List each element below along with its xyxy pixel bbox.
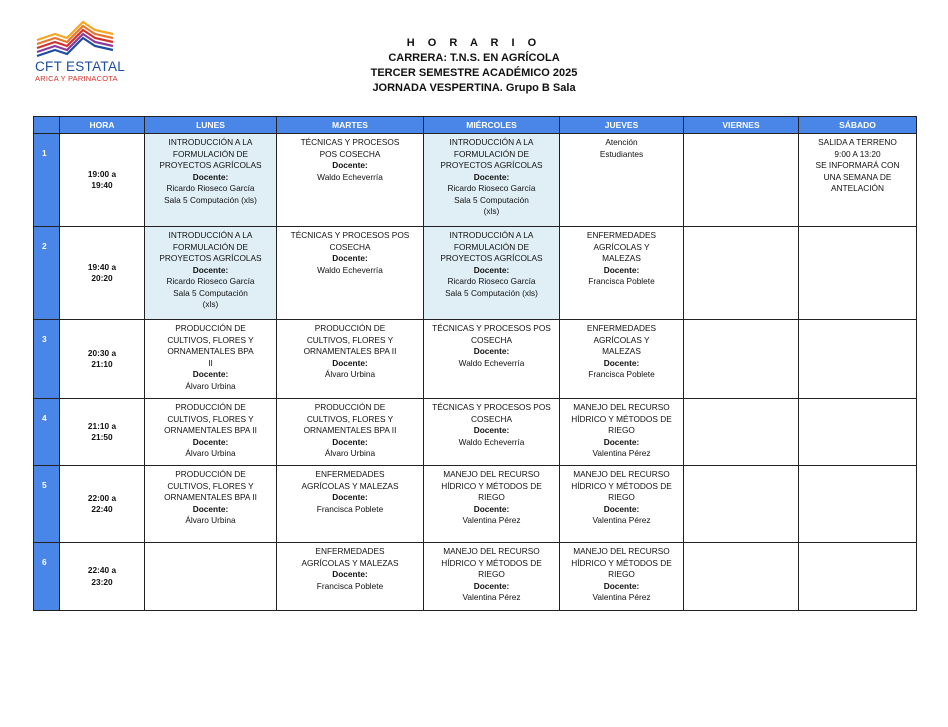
schedule-cell-viernes bbox=[684, 399, 799, 466]
time-line: 23:20 bbox=[91, 576, 113, 587]
docente-label: Docente: bbox=[473, 503, 510, 514]
cell-text-line: HÍDRICO Y MÉTODOS DE bbox=[441, 480, 542, 491]
schedule-cell-sabado bbox=[799, 320, 917, 399]
schedule-cell-sabado bbox=[799, 227, 917, 320]
schedule-cell-viernes bbox=[684, 543, 799, 611]
cell-text-line: PROYECTOS AGRÍCOLAS bbox=[159, 253, 262, 263]
schedule-cell-viernes bbox=[684, 466, 799, 543]
cell-text-line: Ricardo Rioseco García bbox=[447, 276, 536, 286]
table-header-row bbox=[34, 117, 917, 134]
cell-text-line: Sala 5 Computación (xls) bbox=[445, 287, 538, 298]
cell-text-line: HÍDRICO Y MÉTODOS DE bbox=[441, 557, 542, 568]
cell-text-line: Ricardo Rioseco García bbox=[166, 183, 255, 193]
cell-text-line: Atención bbox=[605, 137, 638, 147]
schedule-cell-sabado bbox=[799, 134, 917, 227]
cell-text-line: PROYECTOS AGRÍCOLAS bbox=[440, 253, 543, 263]
schedule-cell-martes bbox=[277, 227, 424, 320]
schedule-cell-jueves bbox=[560, 227, 684, 320]
cell-text-line: CULTIVOS, FLORES Y bbox=[167, 480, 254, 491]
cell-text-line: HÍDRICO Y MÉTODOS DE bbox=[571, 557, 672, 568]
docente-label: Docente: bbox=[603, 264, 640, 275]
cell-text-line: AGRÍCOLAS Y MALEZAS bbox=[301, 557, 399, 568]
cell-text-line: MANEJO DEL RECURSO bbox=[573, 402, 670, 412]
time-line: 21:10 bbox=[91, 359, 113, 369]
cell-text-line: TÉCNICAS Y PROCESOS POS bbox=[432, 323, 551, 333]
cell-text-line: MALEZAS bbox=[602, 253, 641, 263]
schedule-cell-lunes bbox=[145, 466, 277, 543]
cell-text-line: Álvaro Urbina bbox=[185, 380, 236, 391]
schedule-cell-viernes bbox=[684, 320, 799, 399]
time-line: 19:40 a bbox=[87, 261, 117, 272]
cell-text-line: Sala 5 Computación (xls) bbox=[164, 194, 257, 205]
cell-text-line: RIEGO bbox=[608, 425, 635, 435]
schedule-cell-jueves bbox=[560, 466, 684, 543]
cell-text-line: ENFERMEDADES bbox=[315, 546, 385, 556]
cell-text-line: (xls) bbox=[483, 206, 500, 216]
cell-text-line: ORNAMENTALES BPA II bbox=[303, 425, 397, 435]
schedule-cell-jueves bbox=[560, 399, 684, 466]
docente-label: Docente: bbox=[192, 171, 229, 182]
header-title: H O R A R I O bbox=[406, 37, 542, 49]
time-line: 22:40 a bbox=[87, 565, 117, 575]
cell-text-line: Valentina Pérez bbox=[462, 592, 521, 602]
cell-text-line: RIEGO bbox=[608, 569, 635, 579]
cell-text-line: ORNAMENTALES BPA II bbox=[303, 346, 397, 356]
docente-label: Docente: bbox=[473, 346, 510, 356]
cell-text-line: ORNAMENTALES BPA II bbox=[164, 425, 257, 435]
cell-text-line: COSECHA bbox=[329, 241, 371, 252]
row-number: 4 bbox=[34, 399, 60, 466]
cell-text-line: MANEJO DEL RECURSO bbox=[573, 546, 670, 556]
cell-text-line: PRODUCCIÓN DE bbox=[175, 402, 246, 412]
cell-text-line: FORMULACIÓN DE bbox=[453, 241, 530, 252]
docente-label: Docente: bbox=[192, 436, 229, 447]
time-slot bbox=[60, 399, 145, 466]
schedule-table bbox=[33, 116, 917, 611]
column-header bbox=[34, 117, 60, 134]
schedule-cell-miercoles bbox=[424, 543, 560, 611]
cell-text-line: Sala 5 Computación bbox=[173, 287, 248, 298]
cell-text-line: MALEZAS bbox=[602, 346, 641, 356]
table-row bbox=[34, 399, 917, 466]
cell-text-line: COSECHA bbox=[470, 334, 513, 345]
cell-text-line: INTRODUCCIÓN A LA bbox=[168, 230, 253, 240]
cell-text-line: AGRÍCOLAS Y bbox=[593, 334, 650, 345]
schedule-cell-viernes bbox=[684, 227, 799, 320]
cell-text-line: MANEJO DEL RECURSO bbox=[443, 469, 540, 479]
docente-label: Docente: bbox=[473, 425, 510, 435]
docente-label: Docente: bbox=[603, 357, 640, 368]
cell-text-line: ORNAMENTALES BPA bbox=[167, 346, 254, 356]
time-line: 22:00 a bbox=[87, 492, 117, 503]
header-jornada: JORNADA VESPERTINA. Grupo B Sala bbox=[372, 82, 576, 94]
cell-text-line: II bbox=[208, 357, 213, 368]
docente-label: Docente: bbox=[332, 357, 368, 368]
cell-text-line: POS COSECHA bbox=[319, 148, 381, 159]
column-header: VIERNES bbox=[684, 117, 799, 134]
cell-text-line: AGRÍCOLAS Y bbox=[593, 241, 650, 252]
logo-title: CFT ESTATAL bbox=[35, 59, 126, 74]
docente-label: Docente: bbox=[332, 253, 368, 263]
time-line: 21:10 a bbox=[87, 420, 117, 431]
cell-text-line: Álvaro Urbina bbox=[185, 448, 236, 458]
cell-text-line: CULTIVOS, FLORES Y bbox=[306, 334, 394, 345]
docente-label: Docente: bbox=[192, 264, 229, 275]
table-row bbox=[34, 134, 917, 227]
schedule-cell-viernes bbox=[684, 134, 799, 227]
cell-text-line: PROYECTOS AGRÍCOLAS bbox=[159, 160, 262, 170]
docente-label: Docente: bbox=[332, 436, 368, 447]
docente-label: Docente: bbox=[192, 503, 229, 514]
docente-label: Docente: bbox=[603, 580, 640, 591]
cell-text-line: Ricardo Rioseco García bbox=[447, 183, 536, 193]
schedule-cell-lunes bbox=[145, 320, 277, 399]
cell-text-line: MANEJO DEL RECURSO bbox=[573, 469, 670, 479]
cell-text-line: Waldo Echeverría bbox=[317, 264, 383, 275]
docente-label: Docente: bbox=[192, 369, 229, 379]
table-body bbox=[34, 134, 917, 611]
time-line: 21:50 bbox=[91, 432, 113, 442]
schedule-cell-sabado bbox=[799, 399, 917, 466]
docente-label: Docente: bbox=[603, 436, 640, 447]
docente-label: Docente: bbox=[332, 569, 368, 579]
cell-text-line: Álvaro Urbina bbox=[185, 515, 236, 525]
schedule-cell-miercoles bbox=[424, 399, 560, 466]
column-header: MARTES bbox=[277, 117, 424, 134]
column-header: HORA bbox=[60, 117, 145, 134]
cell-text-line: HÍDRICO Y MÉTODOS DE bbox=[571, 413, 672, 424]
time-line: 22:40 bbox=[91, 504, 113, 514]
time-slot bbox=[60, 543, 145, 611]
cell-text-line: SALIDA A TERRENO bbox=[818, 137, 897, 147]
cell-text-line: Estudiantes bbox=[599, 148, 644, 159]
cell-text-line: HÍDRICO Y MÉTODOS DE bbox=[571, 480, 672, 491]
cell-text-line: Francisca Poblete bbox=[316, 503, 384, 514]
row-number: 5 bbox=[34, 466, 60, 543]
cell-text-line: Ricardo Rioseco García bbox=[166, 276, 255, 286]
cell-text-line: PRODUCCIÓN DE bbox=[314, 402, 386, 412]
docente-label: Docente: bbox=[473, 264, 510, 275]
cell-text-line: RIEGO bbox=[478, 569, 505, 579]
cell-text-line: CULTIVOS, FLORES Y bbox=[167, 334, 254, 345]
table-row bbox=[34, 543, 917, 611]
schedule-cell-martes bbox=[277, 399, 424, 466]
schedule-cell-martes bbox=[277, 134, 424, 227]
cell-text-line: Sala 5 Computación bbox=[454, 194, 529, 205]
time-slot bbox=[60, 227, 145, 320]
column-header: SÁBADO bbox=[799, 117, 917, 134]
schedule-cell-sabado bbox=[799, 466, 917, 543]
cell-text-line: Waldo Echeverría bbox=[458, 436, 525, 447]
cell-text-line: TÉCNICAS Y PROCESOS POS bbox=[290, 230, 410, 240]
schedule-cell-lunes bbox=[145, 134, 277, 227]
schedule-cell-martes bbox=[277, 543, 424, 611]
docente-label: Docente: bbox=[603, 503, 640, 514]
column-header: MIÉRCOLES bbox=[424, 117, 560, 134]
time-line: 19:40 bbox=[91, 180, 113, 190]
table-row bbox=[34, 466, 917, 543]
table-row bbox=[34, 320, 917, 399]
cell-text-line: Álvaro Urbina bbox=[324, 369, 376, 379]
logo-subtitle: ARICA Y PARINACOTA bbox=[35, 74, 118, 83]
row-number: 3 bbox=[34, 320, 60, 399]
cell-text-line: ENFERMEDADES bbox=[315, 469, 385, 479]
docente-label: Docente: bbox=[473, 171, 510, 182]
header-career: CARRERA: T.N.S. EN AGRÍCOLA bbox=[388, 52, 560, 64]
cell-text-line: PROYECTOS AGRÍCOLAS bbox=[440, 160, 543, 170]
cell-text-line: FORMULACIÓN DE bbox=[172, 241, 249, 252]
cell-text-line: Valentina Pérez bbox=[462, 515, 521, 525]
schedule-cell-miercoles bbox=[424, 320, 560, 399]
time-line: 19:00 a bbox=[87, 168, 117, 179]
schedule-cell-miercoles bbox=[424, 227, 560, 320]
schedule-cell-martes bbox=[277, 466, 424, 543]
header-semester: TERCER SEMESTRE ACADÉMICO 2025 bbox=[370, 67, 578, 79]
cell-text-line: FORMULACIÓN DE bbox=[453, 148, 530, 159]
schedule-cell-lunes bbox=[145, 543, 277, 611]
column-header: JUEVES bbox=[560, 117, 684, 134]
cell-text-line: Waldo Echeverría bbox=[317, 171, 383, 182]
time-line: 20:30 a bbox=[87, 347, 117, 358]
cell-text-line: MANEJO DEL RECURSO bbox=[443, 546, 540, 556]
row-number: 2 bbox=[34, 227, 60, 320]
cell-text-line: PRODUCCIÓN DE bbox=[175, 323, 246, 333]
schedule-cell-jueves bbox=[560, 134, 684, 227]
time-slot bbox=[60, 134, 145, 227]
cell-text-line: ENFERMEDADES bbox=[586, 323, 657, 333]
document-header bbox=[0, 36, 948, 96]
cell-text-line: Waldo Echeverría bbox=[458, 357, 525, 368]
cell-text-line: UNA SEMANA DE bbox=[823, 171, 892, 182]
row-number: 6 bbox=[34, 543, 60, 611]
cell-text-line: INTRODUCCIÓN A LA bbox=[449, 230, 534, 240]
cell-text-line: TÉCNICAS Y PROCESOS POS bbox=[432, 402, 551, 412]
cell-text-line: Francisca Poblete bbox=[316, 580, 384, 591]
time-line: 20:20 bbox=[91, 273, 113, 283]
cell-text-line: CULTIVOS, FLORES Y bbox=[306, 413, 394, 424]
row-number: 1 bbox=[34, 134, 60, 227]
docente-label: Docente: bbox=[332, 160, 368, 170]
time-slot bbox=[60, 320, 145, 399]
cell-text-line: PRODUCCIÓN DE bbox=[314, 323, 386, 333]
time-slot bbox=[60, 466, 145, 543]
cell-text-line: Francisca Poblete bbox=[588, 369, 655, 379]
cell-text-line: COSECHA bbox=[470, 413, 513, 424]
cell-text-line: INTRODUCCIÓN A LA bbox=[168, 137, 253, 147]
docente-label: Docente: bbox=[473, 580, 510, 591]
cell-text-line: Valentina Pérez bbox=[592, 448, 651, 458]
cell-text-line: AGRÍCOLAS Y MALEZAS bbox=[301, 480, 399, 491]
cell-text-line: RIEGO bbox=[478, 492, 505, 502]
cell-text-line: Valentina Pérez bbox=[592, 515, 651, 525]
table-row bbox=[34, 227, 917, 320]
cell-text-line: FORMULACIÓN DE bbox=[172, 148, 249, 159]
schedule-cell-jueves bbox=[560, 543, 684, 611]
cell-text-line: ANTELACIÓN bbox=[830, 183, 885, 193]
cell-text-line: RIEGO bbox=[608, 492, 635, 502]
column-header: LUNES bbox=[145, 117, 277, 134]
schedule-cell-lunes bbox=[145, 227, 277, 320]
cell-text-line: ENFERMEDADES bbox=[586, 230, 657, 240]
schedule-cell-miercoles bbox=[424, 466, 560, 543]
cell-text-line: Francisca Poblete bbox=[588, 276, 655, 286]
cell-text-line: PRODUCCIÓN DE bbox=[175, 469, 246, 479]
schedule-cell-miercoles bbox=[424, 134, 560, 227]
schedule-cell-sabado bbox=[799, 543, 917, 611]
schedule-cell-martes bbox=[277, 320, 424, 399]
cell-text-line: (xls) bbox=[202, 299, 219, 309]
schedule-cell-lunes bbox=[145, 399, 277, 466]
cell-text-line: 9:00 A 13:20 bbox=[834, 148, 881, 159]
schedule-cell-jueves bbox=[560, 320, 684, 399]
cell-text-line: Álvaro Urbina bbox=[324, 448, 376, 458]
cell-text-line: ORNAMENTALES BPA II bbox=[164, 492, 257, 502]
cell-text-line: SE INFORMARÁ CON bbox=[815, 160, 900, 170]
cell-text-line: INTRODUCCIÓN A LA bbox=[449, 137, 534, 147]
cell-text-line: TÉCNICAS Y PROCESOS bbox=[300, 137, 400, 147]
cell-text-line: CULTIVOS, FLORES Y bbox=[167, 413, 254, 424]
cell-text-line: Valentina Pérez bbox=[592, 592, 651, 602]
docente-label: Docente: bbox=[332, 492, 368, 502]
